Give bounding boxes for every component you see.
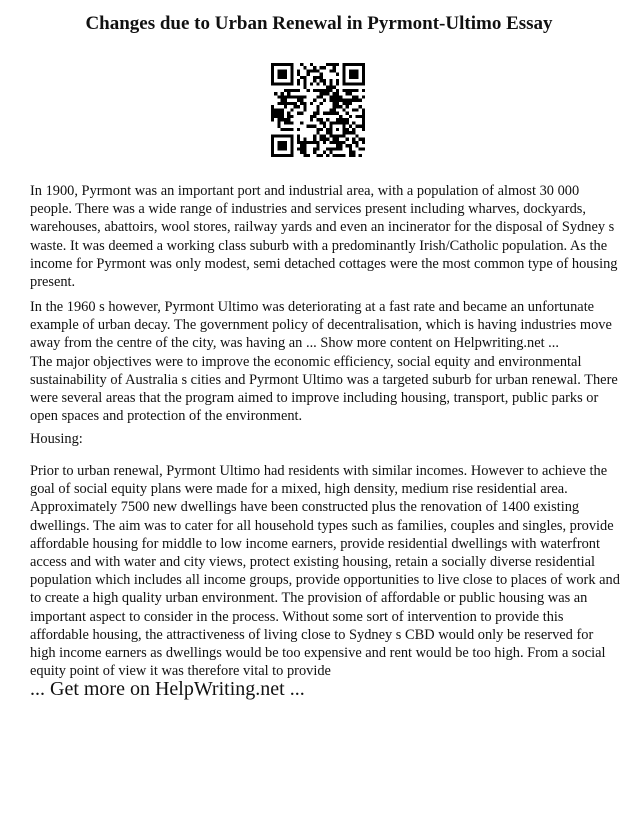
text-line: important aspect to consider in the process. Without some sort of intervention to provide this bbox=[30, 608, 564, 625]
text-line: open spaces and protection of the environment. bbox=[30, 408, 303, 425]
text-line: were several areas that the program aimed to improve including housing, transport, public parks or bbox=[30, 390, 599, 407]
text-line: sustainability of Australia s cities and Pyrmont Ultimo was a targeted suburb for urban renewal. There bbox=[30, 371, 618, 388]
text-line: to create a high quality urban environment. The provision of affordable or public housing was an bbox=[30, 590, 588, 607]
text-line: Housing: bbox=[30, 431, 83, 447]
text-line: waste. It was deemed a working class suburb with a predominantly Irish/Catholic population. As the bbox=[30, 237, 608, 254]
text-line: example of urban decay. The government policy of decentralisation, which is having industries move bbox=[30, 317, 612, 334]
qr-code-graphic bbox=[271, 63, 365, 157]
text-line: dwellings. The aim was to cater for all household types such as families, couples and singles, provide bbox=[30, 517, 614, 534]
text-line: In 1900, Pyrmont was an important port and industrial area, with a population of almost 30 000 bbox=[30, 183, 580, 199]
qr-code-icon bbox=[271, 63, 365, 157]
text-line: people. There was a wide range of industries and services present including wharves, dockyards, bbox=[30, 201, 586, 218]
text-line: Prior to urban renewal, Pyrmont Ultimo had residents with similar incomes. However to achieve the bbox=[30, 463, 608, 479]
text-line: high income earners as dwellings would be too expensive and rent would be too high. From a social bbox=[30, 645, 606, 662]
text-line: away from the centre of the city, was having an ... Show more content on Helpwriting.net ... bbox=[30, 335, 559, 352]
text-line: income for Pyrmont was only modest, semi detached cottages were the most common type of housing bbox=[30, 255, 618, 272]
text-line: goal of social equity plans were made for a mixed, high density, medium rise residential area. bbox=[30, 481, 568, 498]
text-line: affordable housing, the attractiveness of living close to Sydney s CBD would only be reserved for bbox=[30, 626, 594, 643]
text-line: Approximately 7500 new dwellings have been constructed plus the renovation of 1400 existing bbox=[30, 499, 580, 516]
text-line: The major objectives were to improve the economic efficiency, social equity and environmental bbox=[30, 353, 582, 370]
text-line: access and with water and city views, protect existing housing, retain a socially diverse residential bbox=[30, 554, 596, 571]
text-line: equity point of view it was therefore vital to provide bbox=[30, 663, 331, 680]
page-title: Changes due to Urban Renewal in Pyrmont-Ultimo Essay bbox=[85, 13, 553, 34]
text-line: affordable housing for middle to low income earners, provide residential dwellings with waterfront bbox=[30, 535, 601, 552]
text-line: population which includes all income groups, provide opportunities to live close to places of work and bbox=[30, 572, 620, 589]
text-line: In the 1960 s however, Pyrmont Ultimo was deteriorating at a fast rate and became an unfortunate bbox=[30, 299, 595, 315]
text-line: warehouses, abattoirs, wool stores, railway yards and even an incinerator for the disposal of Sydney s bbox=[30, 219, 615, 236]
section-heading-housing bbox=[30, 430, 612, 448]
paragraph-housing bbox=[30, 462, 620, 680]
paragraph-intro bbox=[30, 182, 618, 291]
get-more-link[interactable]: ... Get more on HelpWriting.net ... bbox=[30, 678, 305, 700]
paragraph-decline bbox=[30, 298, 618, 425]
text-line: present. bbox=[30, 274, 76, 291]
